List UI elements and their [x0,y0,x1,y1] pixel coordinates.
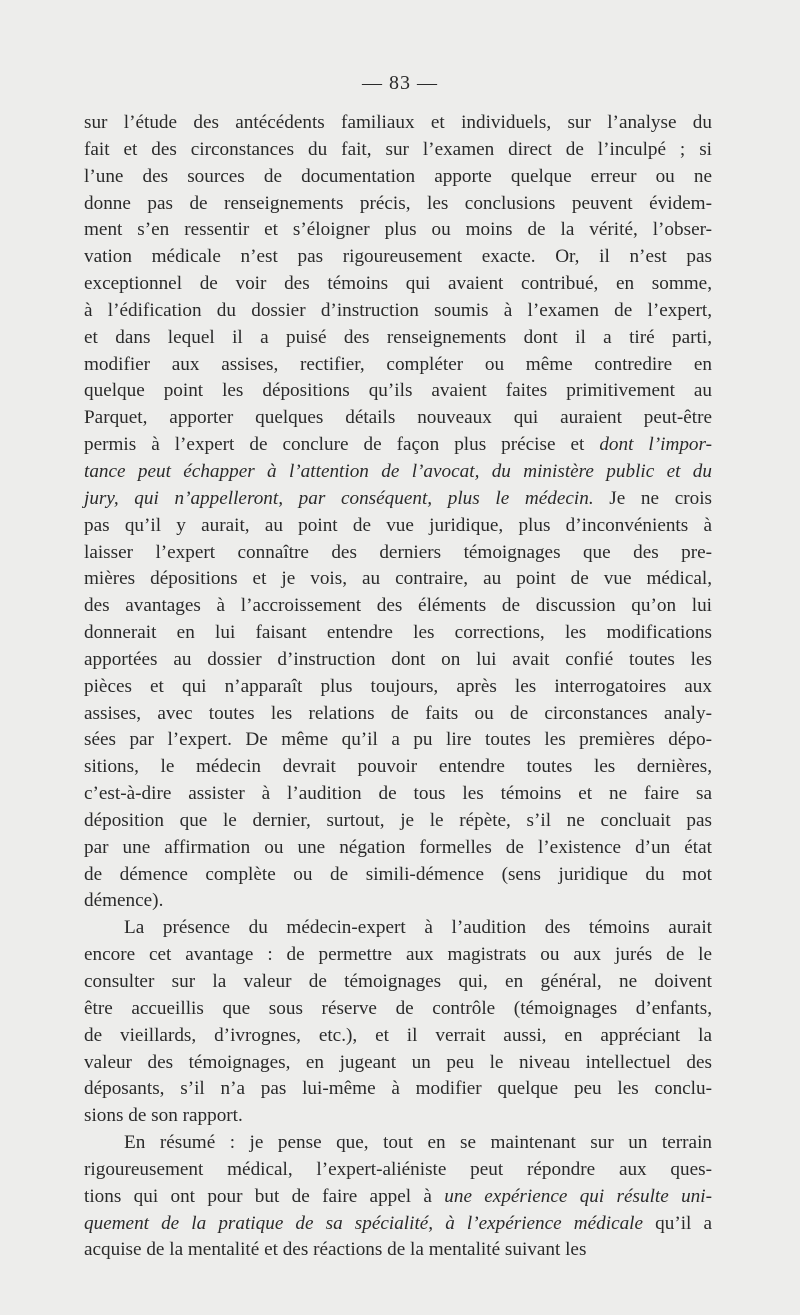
text-line [84,486,712,513]
text-segment: rigoureusement médical, l’expert-aliéniste peut répondre aux ques- [84,1158,712,1180]
text-line [84,1050,712,1077]
text-line [84,620,712,647]
text-segment: assises, avec toutes les relations de faits ou de circonstances analy- [84,702,712,724]
text-line [84,647,712,674]
text-line [84,1103,712,1130]
text-segment: déposants, s’il n’a pas lui-même à modifier quelque peu les conclu- [84,1078,712,1100]
text-line [84,298,712,325]
text-line [84,378,712,405]
italic-text: quement de la pratique de sa spécialité, à l’expérience médicale [84,1212,644,1234]
text-line [84,432,712,459]
text-segment: sions de son rapport. [84,1105,243,1127]
text-line [84,996,712,1023]
text-line [84,110,712,137]
text-segment: de démence complète ou de simili-démence (sens juridique du mot [84,863,712,885]
text-segment: exceptionnel de voir des témoins qui avaient contribué, en somme, [84,273,712,295]
text-line [84,164,712,191]
italic-text: jury, qui n’appelleront, par conséquent, plus le médecin. [84,487,594,509]
text-segment: sur l’étude des antécédents familiaux et individuels, sur l’analyse du [84,112,712,133]
text-segment: quelque point les dépositions qu’ils avaient faites primitivement au [84,380,712,402]
text-line [84,325,712,352]
text-segment: fait et des circonstances du fait, sur l’examen direct de l’inculpé ; si [84,138,712,160]
paragraph [84,1130,712,1264]
text-line [84,405,712,432]
text-segment: permis à l’expert de conclure de façon plus précise et [84,434,600,456]
italic-text: tance peut échapper à l’attention de l’avocat, du ministère public et du [84,460,712,482]
text-line [84,701,712,728]
text-segment: encore cet avantage : de permettre aux magistrats ou aux jurés de le [84,944,712,966]
text-segment: et dans lequel il a puisé des renseignements dont il a tiré parti, [84,326,712,348]
text-line [84,835,712,862]
text-line [84,540,712,567]
text-line [84,137,712,164]
paragraph [84,110,712,915]
text-segment: vation médicale n’est pas rigoureusement exacte. Or, il n’est pas [84,246,712,268]
text-segment: par une affirmation ou une négation formelles de l’existence d’un état [84,836,712,858]
text-segment: acquise de la mentalité et des réactions de la mentalité suivant les [84,1239,587,1261]
text-line [84,1130,712,1157]
text-line [84,513,712,540]
text-segment: apportées au dossier d’instruction dont on lui avait confié toutes les [84,648,712,670]
text-line [84,244,712,271]
text-segment: consulter sur la valeur de témoignages qui, en général, ne doivent [84,971,712,992]
text-segment: des avantages à l’accroissement des éléments de discussion qu’on lui [84,595,712,617]
text-line [84,754,712,781]
text-segment: Parquet, apporter quelques détails nouveaux qui auraient peut-être [84,407,712,429]
text-segment: modifier aux assises, rectifier, compléter ou même contredire en [84,353,712,375]
text-segment: de vieillards, d’ivrognes, etc.), et il verrait aussi, en appréciant la [84,1024,712,1046]
text-segment: à l’édification du dossier d’instruction soumis à l’examen de l’expert, [84,299,712,321]
text-line [84,915,712,942]
text-line [84,969,712,996]
text-line [84,942,712,969]
page-number: — 83 — [362,72,438,94]
text-line [84,459,712,486]
text-line [84,888,712,915]
text-line [84,191,712,218]
italic-text: une expérience qui résulte uni- [444,1185,712,1207]
text-line [84,593,712,620]
text-segment: être accueillis que sous réserve de contrôle (témoignages d’enfants, [84,997,712,1019]
text-segment: La présence du médecin-expert à l’audition des témoins aurait [124,917,712,939]
paragraph [84,915,712,1130]
text-line [84,352,712,379]
text-segment: valeur des témoignages, en jugeant un peu le niveau intellectuel des [84,1051,712,1073]
text-segment: démence). [84,890,164,912]
text-line [84,1076,712,1103]
text-segment: donnerait en lui faisant entendre les corrections, les modifications [84,622,712,644]
text-line [84,727,712,754]
text-segment: laisser l’expert connaître des derniers témoignages que des pre- [84,541,712,563]
text-line [84,566,712,593]
text-line [84,674,712,701]
text-line [84,781,712,808]
text-segment: pièces et qui n’apparaît plus toujours, après les interrogatoires aux [84,675,712,697]
text-segment: ment s’en ressentir et s’éloigner plus ou moins de la vérité, l’obser- [84,219,712,241]
text-segment: sées par l’expert. De même qu’il a pu lire toutes les premières dépo- [84,729,712,751]
text-line [84,1023,712,1050]
text-segment: qu’il a [643,1212,712,1234]
text-segment: déposition que le dernier, surtout, je le répète, s’il ne concluait pas [84,809,712,831]
text-segment: pas qu’il y aurait, au point de vue juridique, plus d’inconvénients à [84,514,712,536]
text-line [84,217,712,244]
text-line [84,1184,712,1211]
text-segment: sitions, le médecin devrait pouvoir entendre toutes les dernières, [84,756,712,778]
text-segment: mières dépositions et je vois, au contraire, au point de vue médical, [84,568,712,590]
italic-text: dont l’impor- [599,434,712,456]
body-text [84,110,712,1264]
text-line [84,1211,712,1238]
text-segment: c’est-à-dire assister à l’audition de tous les témoins et ne faire sa [84,783,712,805]
text-line [84,1237,712,1264]
text-segment: tions qui ont pour but de faire appel à [84,1185,445,1207]
text-line [84,1157,712,1184]
text-line [84,862,712,889]
text-line [84,271,712,298]
text-segment: donne pas de renseignements précis, les conclusions peuvent évidem- [84,192,712,214]
text-segment: Je ne crois [593,487,712,509]
text-segment: En résumé : je pense que, tout en se maintenant sur un terrain [124,1132,712,1154]
text-segment: l’une des sources de documentation apporte quelque erreur ou ne [84,165,712,187]
text-line [84,808,712,835]
